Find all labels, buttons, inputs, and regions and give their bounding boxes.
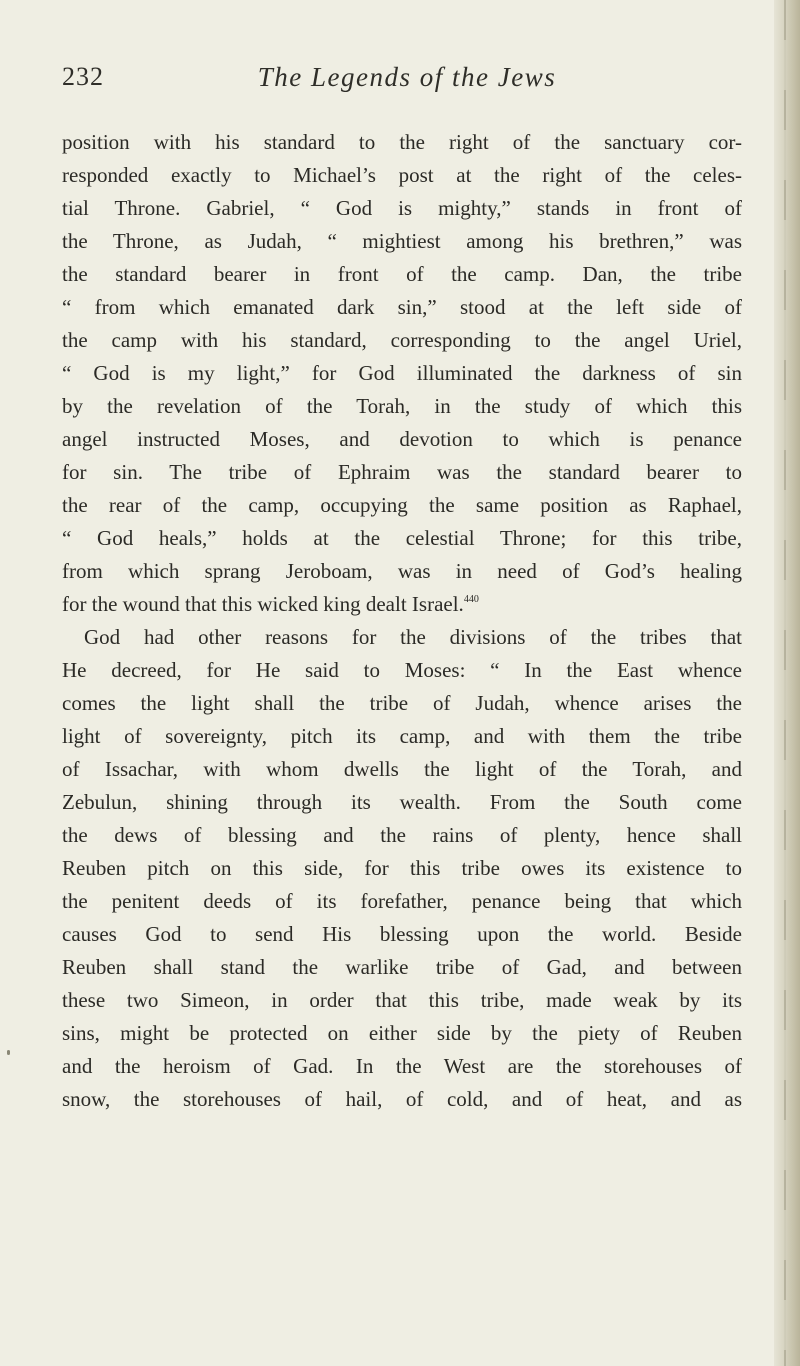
- text-line: the camp with his standard, corresponding to the angel Uriel,: [62, 328, 742, 352]
- text-line: sins, might be protected on either side by the piety of Reuben: [62, 1021, 742, 1045]
- running-title: The Legends of the Jews: [257, 62, 557, 92]
- text-line: the Throne, as Judah, “ mightiest among his brethren,” was: [62, 229, 742, 253]
- running-head: [62, 62, 752, 102]
- text-line: Zebulun, shining through its wealth. From the South come: [62, 790, 742, 814]
- text-line: He decreed, for He said to Moses: “ In the East whence: [62, 658, 742, 682]
- text-line: Reuben pitch on this side, for this tribe owes its existence to: [62, 856, 742, 880]
- text-line: responded exactly to Michael’s post at the right of the celes-: [62, 163, 742, 187]
- text-line: these two Simeon, in order that this tribe, made weak by its: [62, 988, 742, 1012]
- text-line: the penitent deeds of its forefather, penance being that which: [62, 889, 742, 913]
- text-line: the dews of blessing and the rains of plenty, hence shall: [62, 823, 742, 847]
- text-line: from which sprang Jeroboam, was in need of God’s healing: [62, 559, 742, 583]
- text-line: tial Throne. Gabriel, “ God is mighty,” stands in front of: [62, 196, 742, 220]
- text-line-content: for the wound that this wicked king dealt Israel.: [62, 592, 464, 616]
- text-line: light of sovereignty, pitch its camp, and with them the tribe: [62, 724, 742, 748]
- text-line: causes God to send His blessing upon the world. Beside: [62, 922, 742, 946]
- footnote-reference[interactable]: 440: [463, 594, 479, 605]
- text-line: position with his standard to the right of the sanctuary cor-: [62, 130, 742, 154]
- text-line: “ God heals,” holds at the celestial Throne; for this tribe,: [62, 526, 742, 550]
- page-number: 232: [62, 62, 104, 91]
- text-line: the rear of the camp, occupying the same position as Raphael,: [62, 493, 742, 517]
- text-line: by the revelation of the Torah, in the study of which this: [62, 394, 742, 418]
- page-edge-shadow: [774, 0, 800, 1366]
- body-text: [62, 126, 742, 1116]
- text-line: for sin. The tribe of Ephraim was the standard bearer to: [62, 460, 742, 484]
- text-line: snow, the storehouses of hail, of cold, and of heat, and as: [62, 1087, 742, 1111]
- text-line-last: [62, 588, 742, 621]
- text-line: “ God is my light,” for God illuminated the darkness of sin: [62, 361, 742, 385]
- text-line-indent: God had other reasons for the divisions of the tribes that: [84, 625, 742, 649]
- text-line: comes the light shall the tribe of Judah, whence arises the: [62, 691, 742, 715]
- text-line: “ from which emanated dark sin,” stood at the left side of: [62, 295, 742, 319]
- text-line: Reuben shall stand the warlike tribe of Gad, and between: [62, 955, 742, 979]
- text-line: and the heroism of Gad. In the West are the storehouses of: [62, 1054, 742, 1078]
- paper-speck: [7, 1050, 10, 1055]
- text-line: of Issachar, with whom dwells the light of the Torah, and: [62, 757, 742, 781]
- text-line: angel instructed Moses, and devotion to which is penance: [62, 427, 742, 451]
- text-line: the standard bearer in front of the camp. Dan, the tribe: [62, 262, 742, 286]
